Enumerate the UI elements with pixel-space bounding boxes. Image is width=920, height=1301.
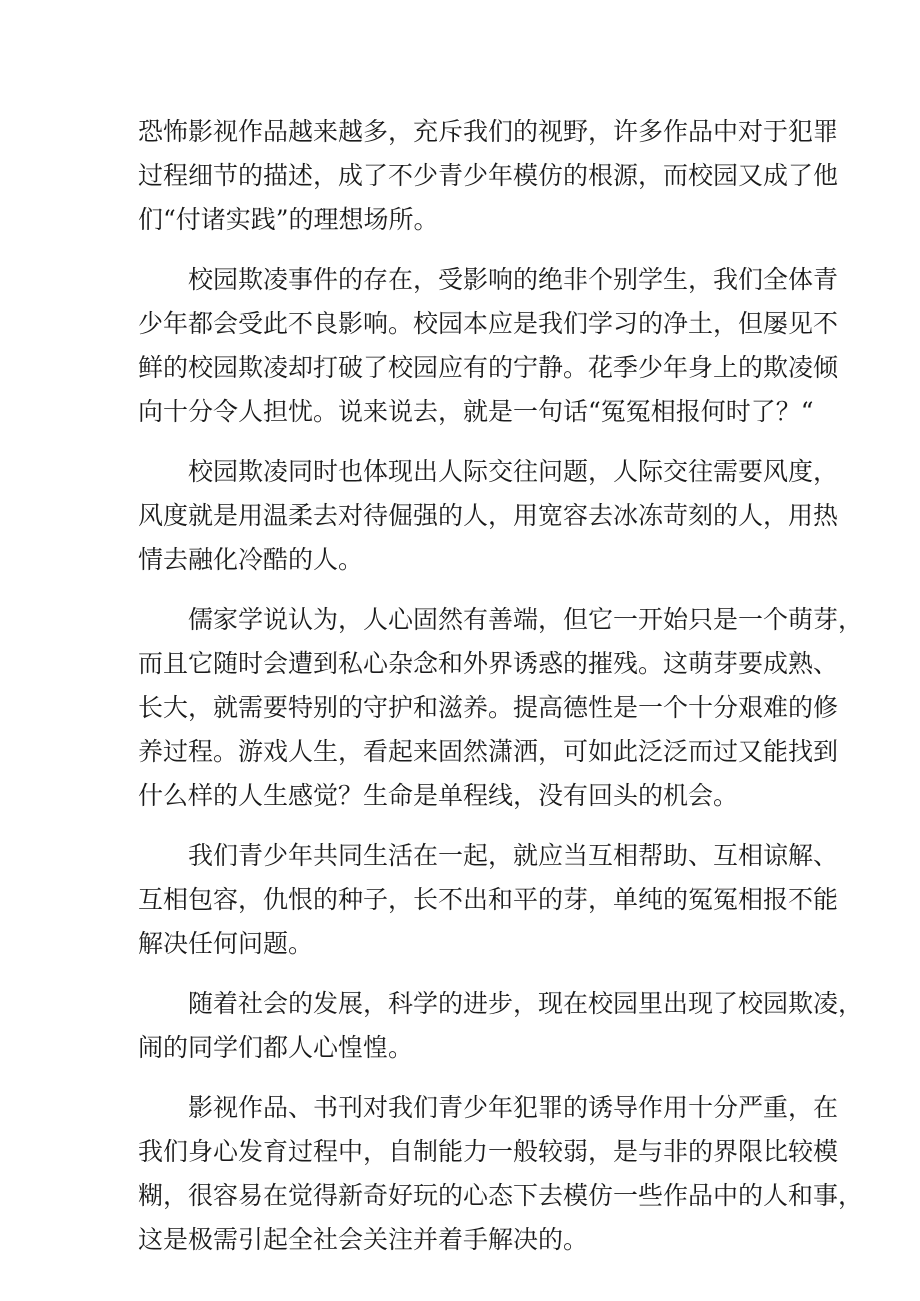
text-line: 我们身心发育过程中，自制能力一般较弱，是与非的界限比较模: [138, 1137, 839, 1166]
text-line: 儒家学说认为，人心固然有善端，但它一开始只是一个萌芽，: [188, 605, 864, 634]
paragraph-5: [138, 834, 839, 966]
paragraph-4: [138, 598, 864, 818]
text-line: 闹的同学们都人心惶惶。: [138, 1033, 414, 1062]
text-line: 少年都会受此不良影响。校园本应是我们学习的净土，但屡见不: [138, 309, 839, 338]
paragraph-3: [138, 450, 839, 582]
text-line: 恐怖影视作品越来越多，充斥我们的视野，许多作品中对于犯罪: [138, 117, 839, 146]
text-line: 们“付诸实践”的理想场所。: [138, 205, 439, 234]
text-line: 校园欺凌同时也体现出人际交往问题，人际交往需要风度，: [188, 457, 839, 486]
text-line: 影视作品、书刊对我们青少年犯罪的诱导作用十分严重，在: [188, 1093, 839, 1122]
text-line: 糊，很容易在觉得新奇好玩的心态下去模仿一些作品中的人和事，: [138, 1181, 864, 1210]
document-body: [138, 110, 864, 1278]
text-line: 鲜的校园欺凌却打破了校园应有的宁静。花季少年身上的欺凌倾: [138, 353, 839, 382]
paragraph-7: [138, 1086, 864, 1262]
text-line: 什么样的人生感觉？生命是单程线，没有回头的机会。: [138, 781, 739, 810]
text-line: 互相包容，仇恨的种子，长不出和平的芽，单纯的冤冤相报不能: [138, 885, 839, 914]
paragraph-2: [138, 258, 839, 434]
text-line: 解决任何问题。: [138, 929, 314, 958]
text-line: 校园欺凌事件的存在，受影响的绝非个别学生，我们全体青: [188, 265, 839, 294]
text-line: 而且它随时会遭到私心杂念和外界诱惑的摧残。这萌芽要成熟、: [138, 649, 839, 678]
text-line: 这是极需引起全社会关注并着手解决的。: [138, 1225, 589, 1254]
text-line: 我们青少年共同生活在一起，就应当互相帮助、互相谅解、: [188, 841, 839, 870]
text-line: 长大，就需要特别的守护和滋养。提高德性是一个十分艰难的修: [138, 693, 839, 722]
paragraph-1: [138, 110, 839, 242]
paragraph-6: [138, 982, 864, 1070]
text-line: 随着社会的发展，科学的进步，现在校园里出现了校园欺凌，: [188, 989, 864, 1018]
text-line: 情去融化冷酷的人。: [138, 545, 364, 574]
text-line: 过程细节的描述，成了不少青少年模仿的根源，而校园又成了他: [138, 161, 839, 190]
text-line: 风度就是用温柔去对待倔强的人，用宽容去冰冻苛刻的人，用热: [138, 501, 839, 530]
text-line: 向十分令人担忧。说来说去，就是一句话“冤冤相报何时了？“: [138, 397, 814, 426]
text-line: 养过程。游戏人生，看起来固然潇洒，可如此泛泛而过又能找到: [138, 737, 839, 766]
